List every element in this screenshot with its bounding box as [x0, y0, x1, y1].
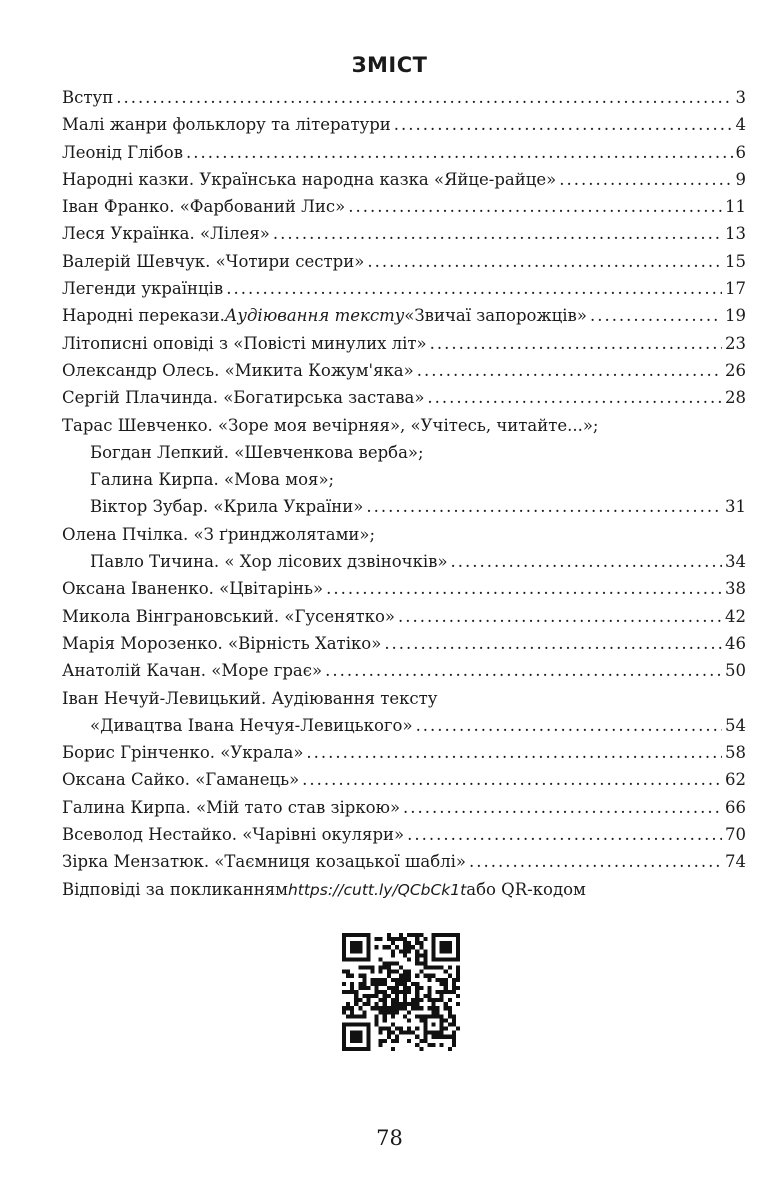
answers-line — [62, 876, 746, 903]
toc-entry-text: Тарас Шевченко. «Зоре моя вечірняя», «Учітесь, читайте...»; — [62, 415, 599, 435]
toc-entry — [62, 603, 746, 630]
toc-entry-text: Сергій Плачинда. «Богатирська застава» — [62, 388, 425, 408]
dot-leader — [398, 603, 722, 630]
toc-entry — [62, 794, 746, 821]
toc-page-number: 50 — [725, 661, 746, 681]
toc-entry-text: Оксана Іваненко. «Цвітарінь» — [62, 579, 324, 599]
toc-entry — [62, 220, 746, 247]
toc-entry — [62, 193, 746, 220]
toc-page-number: 66 — [725, 797, 746, 817]
dot-leader — [559, 166, 732, 193]
toc-entry-text: Зірка Мензатюк. «Таємниця козацької шаблі» — [62, 852, 466, 872]
dot-leader — [451, 548, 722, 575]
toc-entry — [62, 766, 746, 793]
toc-entry-text: Літописні оповіді з «Повісті минулих літ» — [62, 333, 427, 353]
toc-entry — [62, 493, 746, 520]
toc-page-number: 13 — [725, 224, 746, 244]
toc-page-number: 15 — [725, 251, 746, 271]
toc-entry — [62, 848, 746, 875]
toc-page-number: 31 — [725, 497, 746, 517]
toc-page-number: 28 — [725, 388, 746, 408]
toc-entry-text: Вступ — [62, 88, 114, 107]
dot-leader — [394, 111, 733, 138]
toc-entry-text: Борис Грінченко. «Украла» — [62, 743, 304, 763]
toc-page-number: 9 — [735, 169, 746, 189]
toc-entry — [62, 384, 746, 411]
dot-leader — [427, 384, 722, 411]
toc-entry — [62, 111, 746, 138]
dot-leader — [384, 630, 722, 657]
toc-title: ЗМІСТ — [351, 53, 428, 77]
toc-page-number: 26 — [725, 360, 746, 380]
dot-leader — [416, 712, 722, 739]
toc-entry-text: Оксана Сайко. «Гаманець» — [62, 770, 300, 790]
toc-entry — [62, 302, 746, 329]
toc-page-number: 19 — [725, 306, 746, 326]
toc-entry — [62, 357, 746, 384]
toc-entry-text: Галина Кирпа. «Мова моя»; — [90, 470, 335, 490]
toc-entry — [62, 139, 746, 166]
toc-page-number: 54 — [725, 715, 746, 735]
page-number: 78 — [376, 1126, 403, 1150]
toc-entry-text: Леся Українка. «Лілея» — [62, 224, 270, 244]
toc-entry — [62, 412, 746, 439]
toc-entry-text: «Дивацтва Івана Нечуя-Левицького» — [90, 715, 413, 735]
toc-page-number: 6 — [735, 142, 746, 162]
dot-leader — [116, 84, 732, 111]
dot-leader — [407, 821, 722, 848]
toc-entry-text: Всеволод Нестайко. «Чарівні окуляри» — [62, 825, 405, 845]
answers-link[interactable]: https://cutt.ly/QCbCk1t — [287, 880, 467, 899]
toc-entry — [62, 575, 746, 602]
toc-entry — [62, 521, 746, 548]
toc-entry — [62, 166, 746, 193]
toc-entry-text: Марія Морозенко. «Вірність Хатіко» — [62, 633, 382, 653]
toc-entry-text: Павло Тичина. « Хор лісових дзвіночків» — [90, 552, 448, 572]
dot-leader — [469, 848, 722, 875]
table-of-contents — [62, 84, 746, 903]
toc-entry-text: Іван Франко. «Фарбований Лис» — [62, 197, 346, 217]
toc-entry-text: Микола Вінграновський. «Гусенятко» — [62, 606, 395, 626]
toc-page-number: 74 — [725, 852, 746, 872]
toc-entry — [62, 330, 746, 357]
toc-entry-text: Малі жанри фольклору та літератури — [62, 115, 391, 135]
toc-page-number: 58 — [725, 743, 746, 763]
qr-code-icon — [342, 933, 460, 1051]
toc-entry — [62, 84, 746, 111]
toc-entry — [62, 466, 746, 493]
dot-leader — [226, 275, 722, 302]
toc-entry — [62, 821, 746, 848]
dot-leader — [325, 657, 722, 684]
answers-text: або QR-кодом — [466, 879, 586, 899]
toc-entry — [62, 439, 746, 466]
toc-page-number: 11 — [725, 197, 746, 217]
toc-entry-italic-text: Аудіювання тексту — [224, 306, 405, 326]
dot-leader — [367, 248, 722, 275]
dot-leader — [186, 139, 733, 166]
toc-entry — [62, 739, 746, 766]
toc-page-number: 17 — [725, 279, 746, 299]
toc-entry-text: Віктор Зубар. «Крила України» — [90, 497, 364, 517]
toc-entry-text: «Звичаї запорожців» — [404, 306, 587, 326]
toc-entry-text: Легенди українців — [62, 279, 224, 299]
toc-page-number: 42 — [725, 606, 746, 626]
dot-leader — [348, 193, 722, 220]
toc-entry — [62, 248, 746, 275]
toc-entry-text: Іван Нечуй-Левицький. Аудіювання тексту — [62, 688, 438, 708]
toc-entry-text: Галина Кирпа. «Мій тато став зіркою» — [62, 797, 401, 817]
toc-entry — [62, 630, 746, 657]
toc-page-number: 34 — [725, 552, 746, 572]
toc-entry — [62, 657, 746, 684]
toc-page-number: 46 — [725, 633, 746, 653]
dot-leader — [403, 794, 722, 821]
dot-leader — [590, 302, 722, 329]
toc-page-number: 3 — [735, 88, 746, 107]
dot-leader — [326, 575, 722, 602]
answers-text: Відповіді за покликанням — [62, 879, 288, 899]
toc-entry-text: Анатолій Качан. «Море грає» — [62, 661, 323, 681]
toc-entry — [62, 275, 746, 302]
toc-entry-text: Народні перекази. — [62, 306, 225, 326]
toc-entry — [62, 712, 746, 739]
dot-leader — [273, 220, 722, 247]
toc-entry — [62, 548, 746, 575]
toc-page-number: 62 — [725, 770, 746, 790]
dot-leader — [366, 493, 722, 520]
toc-page-number: 70 — [725, 825, 746, 845]
dot-leader — [306, 739, 722, 766]
toc-entry — [62, 685, 746, 712]
dot-leader — [430, 330, 722, 357]
toc-entry-text: Народні казки. Українська народна казка «Яйце-райце» — [62, 169, 557, 189]
toc-entry-text: Олена Пчілка. «З ґринджолятами»; — [62, 524, 376, 544]
toc-page-number: 23 — [725, 333, 746, 353]
toc-entry-text: Леонід Глібов — [62, 142, 183, 162]
dot-leader — [417, 357, 722, 384]
toc-entry-text: Богдан Лепкий. «Шевченкова верба»; — [90, 442, 424, 462]
toc-page-number: 4 — [735, 115, 746, 135]
toc-page-number: 38 — [725, 579, 746, 599]
dot-leader — [302, 766, 722, 793]
toc-entry-text: Валерій Шевчук. «Чотири сестри» — [62, 251, 365, 271]
toc-entry-text: Олександр Олесь. «Микита Кожум'яка» — [62, 360, 414, 380]
